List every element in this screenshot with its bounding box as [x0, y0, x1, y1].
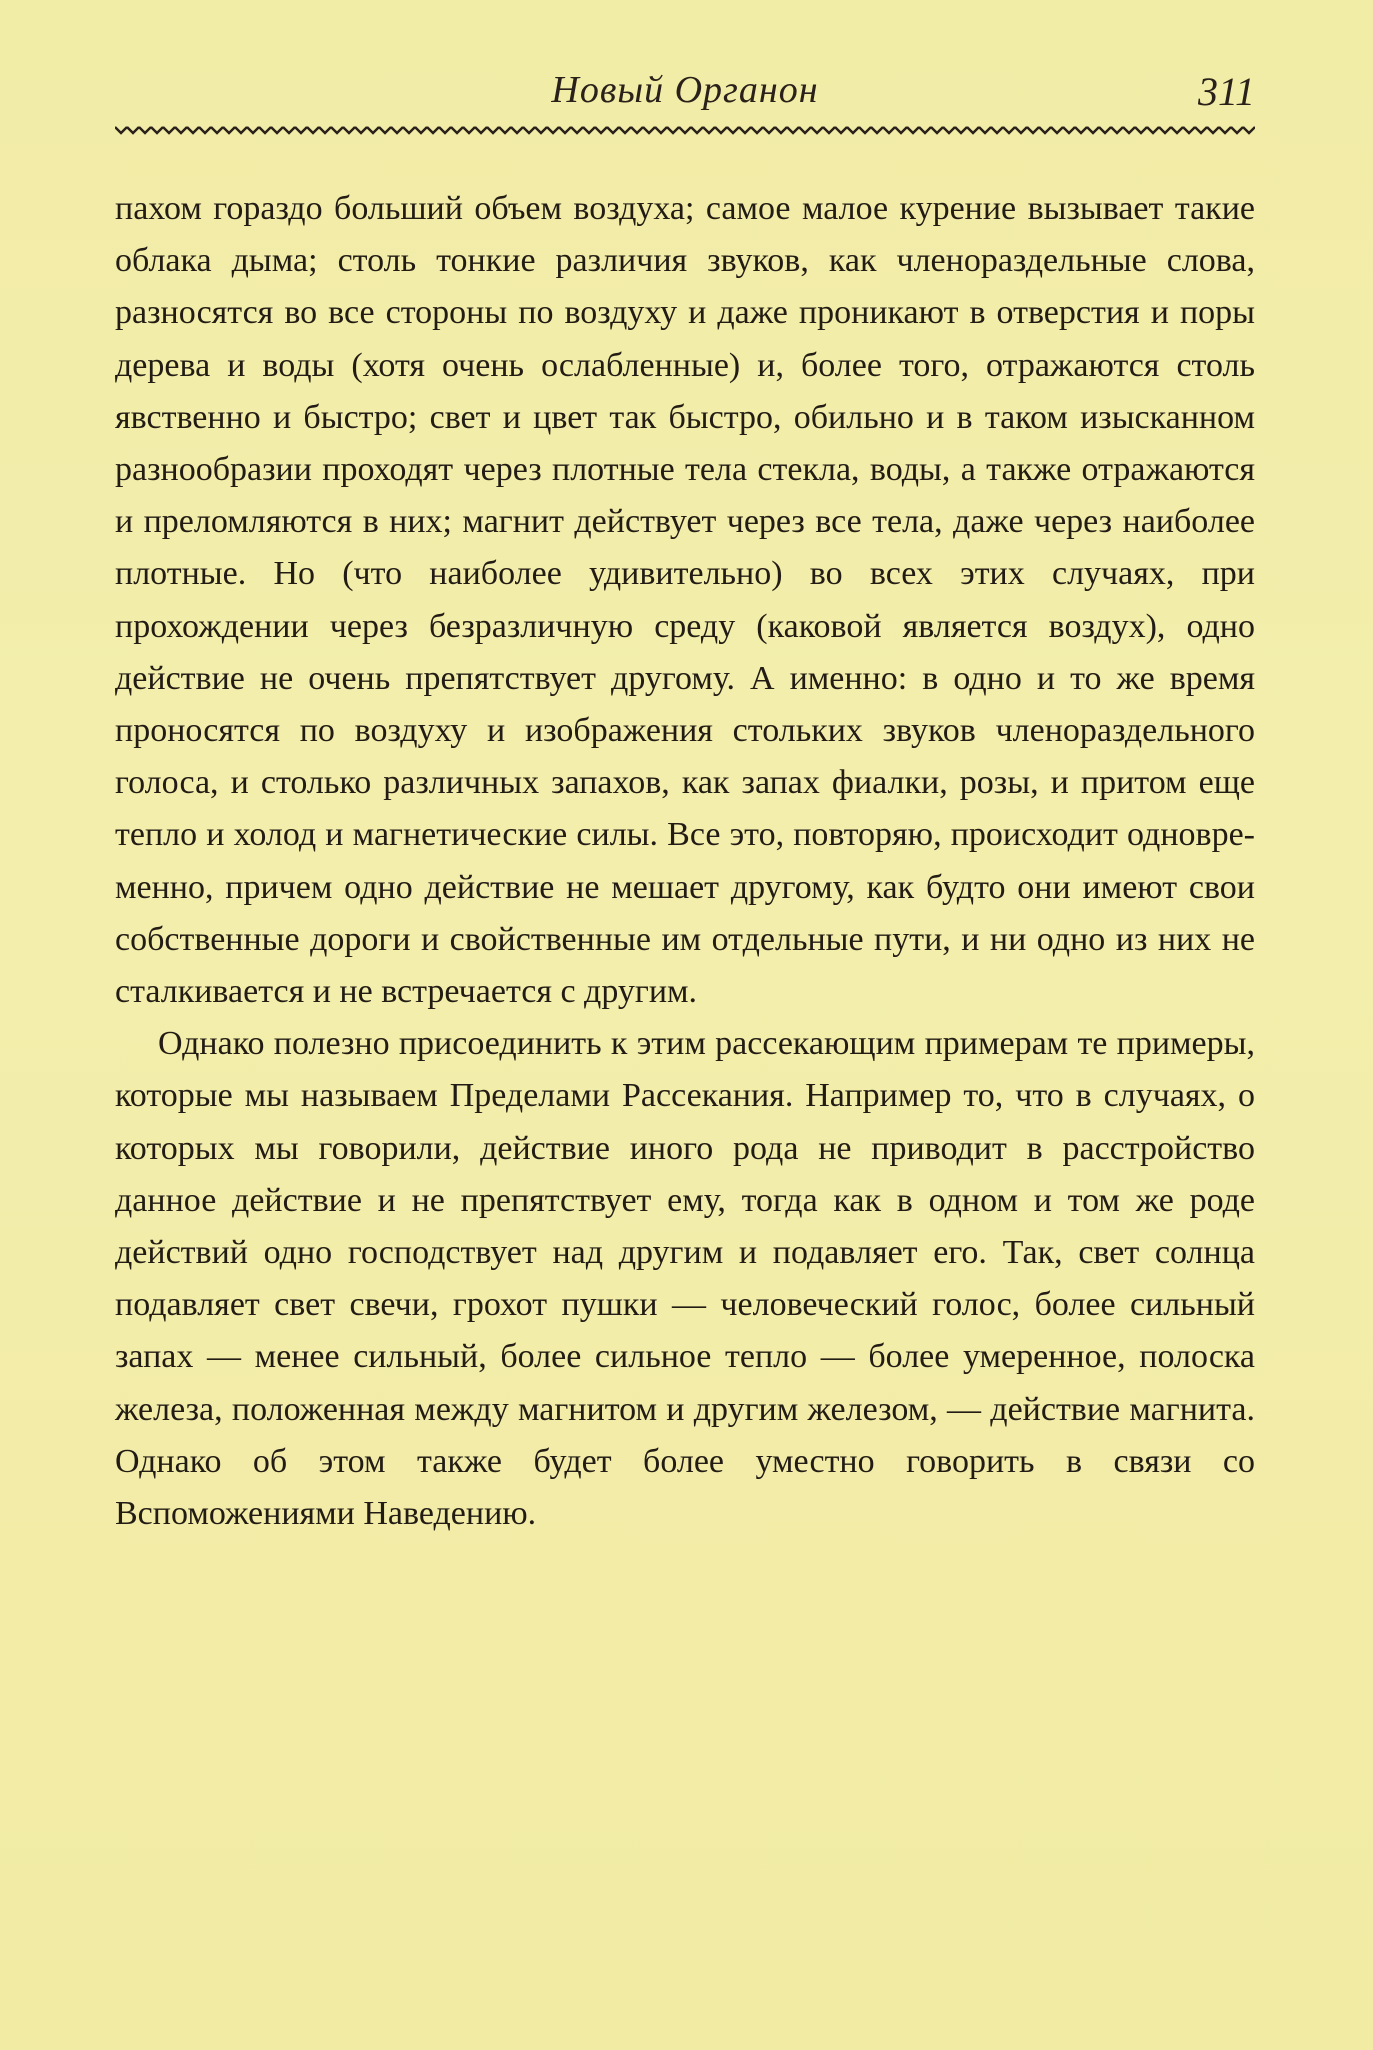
running-title: Новый Органон [551, 69, 819, 111]
page-header [115, 68, 1255, 118]
body-text [115, 183, 1255, 1540]
paragraph-continuation: пахом гораздо больший объем воздуха; самое малое курение вызывает такие облака дыма; столь тонкие различия звуков, как членораздельные слова, разносятся во все стороны по воздуху и даже проникают в отверстия и поры дерева и воды (хотя очень ослабленные) и, более того, отражаются столь явственно и быстро; свет и цвет так быстро, обильно и в таком изысканном разнообразии проходят через плотные тела стекла, воды, а также отражаются и преломляются в них; магнит действует через все тела, даже через наиболее плотные. Но (что наиболее удивительно) во всех этих случаях, при прохождении через безразличную среду (каковой является воздух), одно действие не очень препятствует другому. А именно: в одно и то же время проносятся по воздуху и изображения стольких звуков членораздельного голоса, и столько различных запахов, как запах фиалки, розы, и притом еще тепло и холод и магнетические силы. Все это, повторяю, происходит одновременно, причем одно действие не мешает другому, как будто они имеют свои собственные дороги и свойственные им отдельные пути, и ни одно из них не сталкивается и не встречается с другим. [115, 190, 1255, 1011]
page-number: 311 [1197, 69, 1255, 114]
decorative-header-rule [115, 124, 1255, 136]
paragraph: Однако полезно присоединить к этим рассекающим примерам те примеры, которые мы называем Пределами Рассекания. Например то, что в случаях, о которых мы говорили, действие иного рода не приводит в расстройство данное действие и не препятствует ему, тогда как в одном и том же роде действий одно господствует над другим и подавляет его. Так, свет солнца подавляет свет свечи, грохот пушки — человеческий голос, более сильный запах — менее сильный, более сильное тепло — более умеренное, полоска железа, положенная между магнитом и другим железом, — действие магнита. Однако об этом также будет более уместно говорить в связи со Вспоможениями Наведению. [115, 1025, 1255, 1533]
